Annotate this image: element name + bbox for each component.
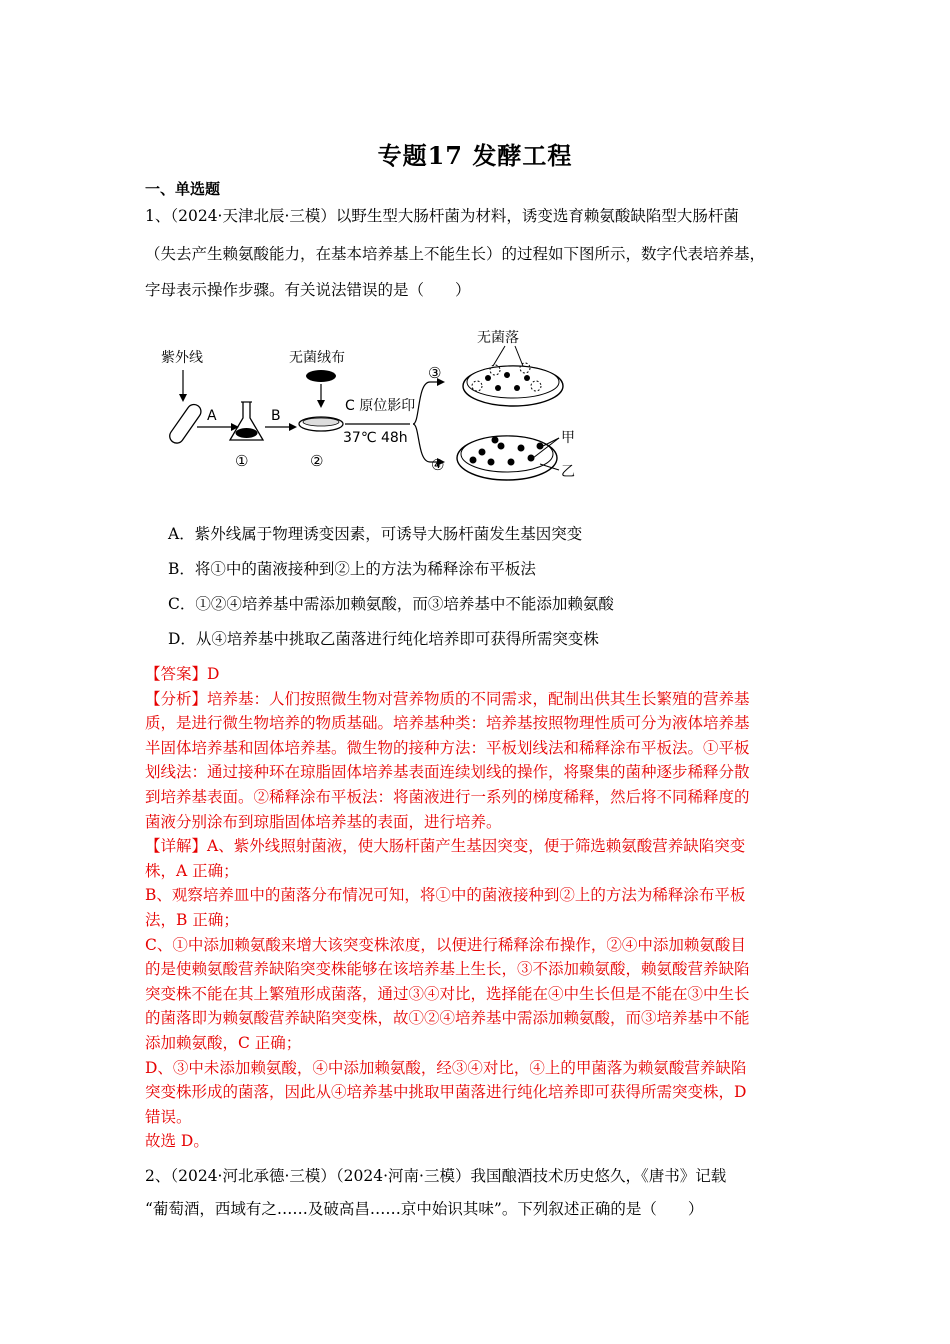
option-c: C．①②④培养基中需添加赖氨酸，而③培养基中不能添加赖氨酸 bbox=[168, 595, 614, 613]
answer-line: 半固体培养基和固体培养基。微生物的接种方法：平板划线法和稀释涂布平板法。①平板 bbox=[145, 738, 750, 757]
plate-2-icon bbox=[299, 417, 343, 431]
no-colony-label: 无菌落 bbox=[477, 330, 519, 346]
answer-line: 错误。 bbox=[145, 1107, 192, 1126]
question-1-line-1: 1、（2024·天津北辰·三模）以野生型大肠杆菌为材料，诱变选育赖氨酸缺陷型大肠杆菌 bbox=[145, 207, 739, 225]
yi-label: 乙 bbox=[561, 464, 575, 480]
plate-3-icon bbox=[463, 363, 563, 406]
answer-line: 菌液分别涂布到琼脂固体培养基的表面，进行培养。 bbox=[145, 812, 502, 831]
answer-line: 到培养基表面。②稀释涂布平板法：将菌液进行一系列的梯度稀释，然后将不同稀释度的 bbox=[145, 787, 750, 806]
answer-line: 【分析】培养基：人们按照微生物对营养物质的不同需求，配制出供其生长繁殖的营养基 bbox=[145, 689, 750, 708]
answer-line: 划线法：通过接种环在琼脂固体培养基表面连续划线的操作，将聚集的菌种逐步稀释分散 bbox=[145, 763, 750, 782]
step-a-label: A bbox=[207, 408, 217, 424]
option-b: B．将①中的菌液接种到②上的方法为稀释涂布平板法 bbox=[168, 560, 536, 578]
answer-line: 的是使赖氨酸营养缺陷突变株能够在该培养基上生长，③不添加赖氨酸，赖氨酸营养缺陷 bbox=[145, 960, 750, 979]
test-tube-icon bbox=[167, 402, 204, 446]
step-b-label: B bbox=[271, 408, 281, 424]
answer-line: C、①中添加赖氨酸来增大该突变株浓度，以便进行稀释涂布操作，②④中添加赖氨酸目 bbox=[145, 935, 746, 954]
velvet-label: 无菌绒布 bbox=[289, 350, 345, 366]
option-a: A．紫外线属于物理诱变因素，可诱导大肠杆菌发生基因突变 bbox=[168, 525, 583, 543]
answer-line: D、③中未添加赖氨酸，④中添加赖氨酸，经③④对比，④上的甲菌落为赖氨酸营养缺陷 bbox=[145, 1058, 747, 1077]
answer-line: 突变株形成的菌落，因此从④培养基中挑取甲菌落进行纯化培养即可获得所需突变株，D bbox=[145, 1083, 747, 1102]
step-c-label: C 原位影印 bbox=[345, 398, 416, 414]
velvet-icon bbox=[306, 370, 336, 382]
answer-block bbox=[145, 662, 813, 1154]
answer-line: 质，是进行微生物培养的物质基础。培养基种类：培养基按照物理性质可分为液体培养基 bbox=[145, 714, 750, 733]
question-2-line-1: 2、（2024·河北承德·三模）（2024·河南·三模）我国酿酒技术历史悠久，《唐书》记载 bbox=[145, 1167, 727, 1185]
answer-line: 【答案】D bbox=[145, 665, 220, 683]
experiment-figure bbox=[155, 326, 595, 486]
condition-label: 37℃ 48h bbox=[343, 430, 408, 446]
answer-line: 的菌落即为赖氨酸营养缺陷突变株，故①②④培养基中需添加赖氨酸，而③培养基中不能 bbox=[145, 1009, 750, 1028]
answer-line: 添加赖氨酸，C 正确； bbox=[145, 1033, 302, 1052]
answer-line: B、观察培养皿中的菌落分布情况可知，将①中的菌液接种到②上的方法为稀释涂布平板 bbox=[145, 886, 746, 905]
flask-icon bbox=[230, 402, 263, 440]
medium-1-label: ① bbox=[235, 452, 249, 470]
answer-line: 【详解】A、紫外线照射菌液，使大肠杆菌产生基因突变，便于筛选赖氨酸营养缺陷突变 bbox=[145, 837, 746, 856]
answer-line: 故选 D。 bbox=[145, 1132, 209, 1151]
question-1-line-3: 字母表示操作步骤。有关说法错误的是（ ） bbox=[145, 281, 471, 299]
option-d: D．从④培养基中挑取乙菌落进行纯化培养即可获得所需突变株 bbox=[168, 630, 599, 648]
medium-3-label: ③ bbox=[428, 364, 442, 382]
answer-line: 突变株不能在其上繁殖形成菌落，通过③④对比，选择能在④中生长但是不能在③中生长 bbox=[145, 984, 750, 1003]
page-title: 专题17 发酵工程 bbox=[377, 141, 573, 170]
uv-label: 紫外线 bbox=[161, 350, 203, 366]
plate-4-icon bbox=[457, 436, 557, 480]
medium-4-label: ④ bbox=[431, 456, 445, 474]
answer-line: 株，A 正确； bbox=[145, 861, 239, 880]
question-2-line-2: “葡萄酒，西域有之……及破高昌……京中始识其味”。下列叙述正确的是（ ） bbox=[145, 1200, 704, 1218]
jia-label: 甲 bbox=[561, 430, 575, 446]
section-heading: 一、单选题 bbox=[145, 180, 221, 198]
question-1-line-2: （失去产生赖氨酸能力，在基本培养基上不能生长）的过程如下图所示，数字代表培养基， bbox=[145, 245, 766, 263]
answer-line: 法，B 正确； bbox=[145, 910, 239, 929]
medium-2-label: ② bbox=[310, 452, 324, 470]
